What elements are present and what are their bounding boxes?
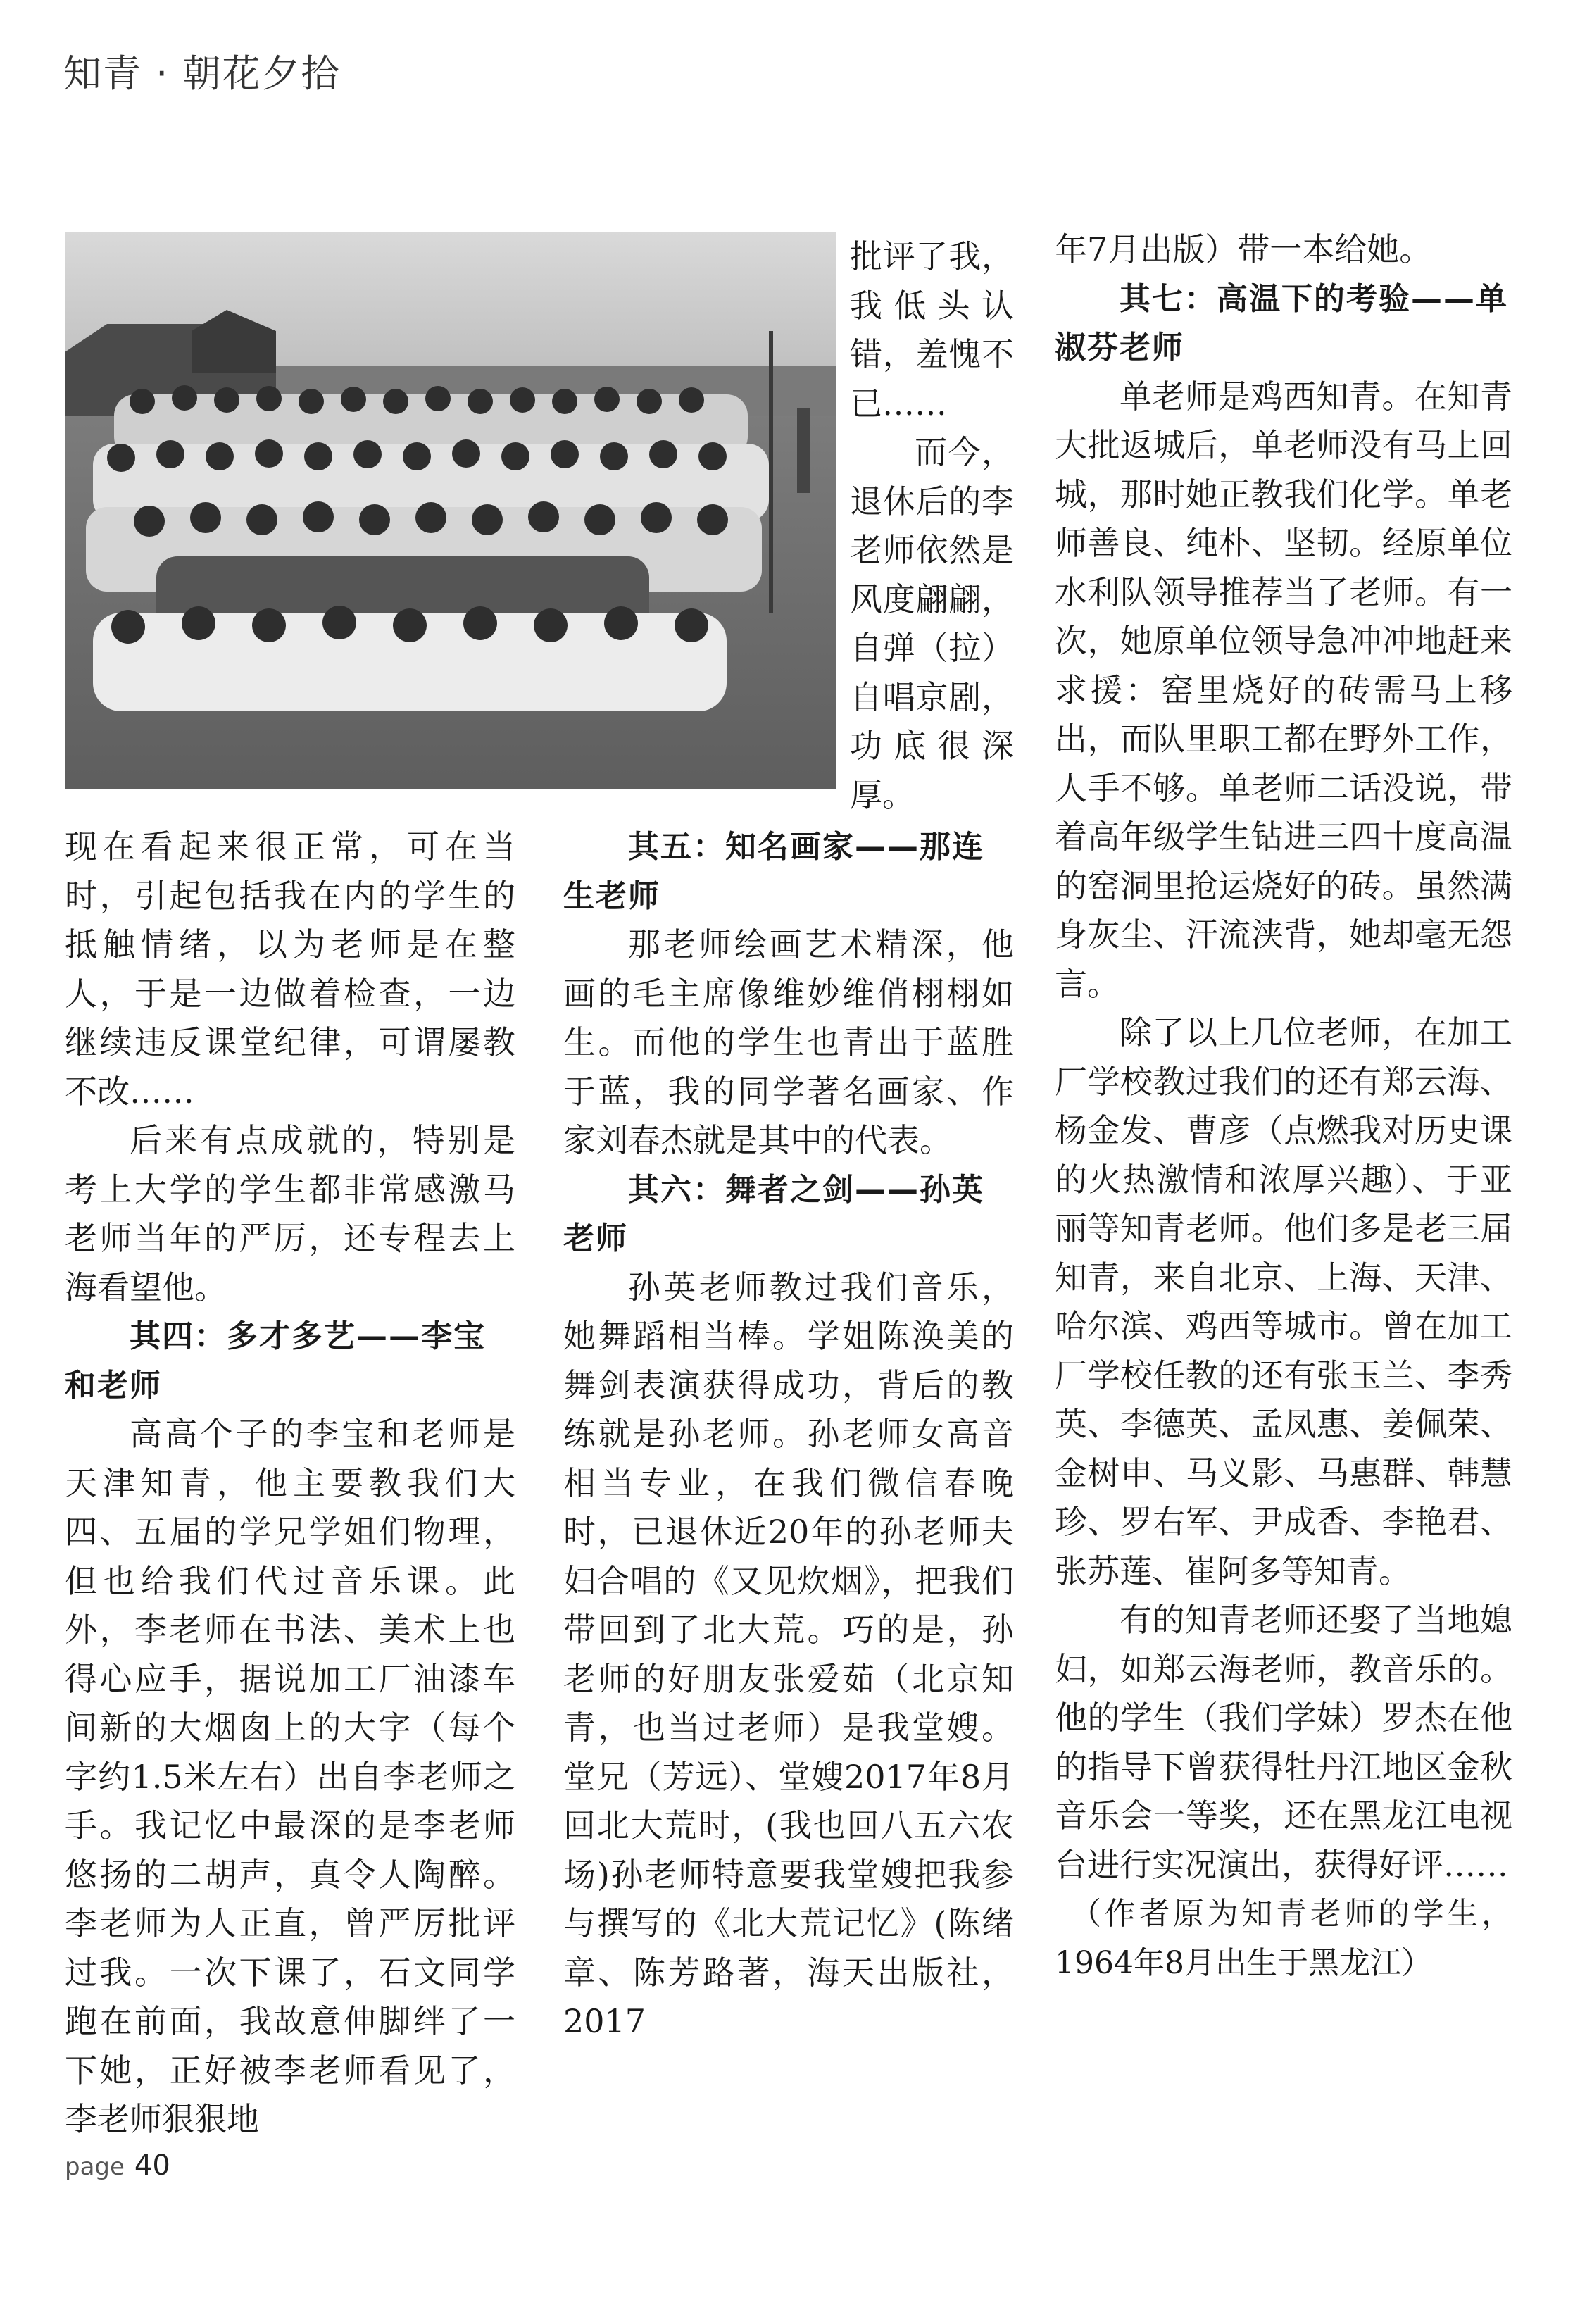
paragraph: 孙英老师教过我们音乐，她舞蹈相当棒。学姐陈涣美的舞剑表演获得成功，背后的教练就是孙老师。孙老师女高音相当专业，在我们微信春晚时，已退休近20年的孙老师夫妇合唱的《又见炊烟》，把我们带回到了北大荒。巧的是，孙老师的好朋友张爱茹（北京知青，也当过老师）是我堂嫂。堂兄（芳远）、堂嫂2017年8月回北大荒时，(我也回八五六农场)孙老师特意要我堂嫂把我参与撰写的《北大荒记忆》(陈绪章、陈芳路著，海天出版社，2017 [563, 1268, 1014, 2040]
section-heading: 其五：知名画家——那连生老师 [563, 829, 984, 914]
section-heading: 其六：舞者之剑——孙英老师 [563, 1171, 984, 1256]
page-footer [65, 2149, 170, 2182]
section-heading: 其七：高温下的考验——单淑芬老师 [1055, 280, 1508, 366]
paragraph: 批评了我，我低头认错，羞愧不已…… [850, 237, 1014, 423]
column-2-top [850, 232, 1014, 820]
paragraph: 除了以上几位老师，在加工厂学校教过我们的还有郑云海、杨金发、曹彦（点燃我对历史课的火热激情和浓厚兴趣）、于亚丽等知青老师。他们多是老三届知青，来自北京、上海、天津、哈尔滨、鸡西等城市。曾在加工厂学校任教的还有张玉兰、李秀英、李德英、孟凤惠、姜佩荣、金树申、马义影、马惠群、韩慧珍、罗右军、尹成香、李艳君、张苏莲、崔阿多等知青。 [1055, 1013, 1512, 1590]
author-note: （作者原为知青老师的学生，1964年8月出生于黑龙江） [1055, 1896, 1512, 1981]
group-photo [65, 232, 836, 789]
running-title: 知青 · 朝花夕拾 [63, 51, 341, 96]
column-2 [563, 823, 1014, 2047]
column-1 [65, 823, 515, 2144]
paragraph: 后来有点成就的，特别是考上大学的学生都非常感激马老师当年的严厉，还专程去上海看望他。 [65, 1121, 515, 1306]
paragraph: 那老师绘画艺术精深，他画的毛主席像维妙维俏栩栩如生。而他的学生也青出于蓝胜于蓝，我的同学著名画家、作家刘春杰就是其中的代表。 [563, 925, 1014, 1159]
group-photo-icon [65, 232, 836, 789]
column-3 [1055, 225, 1512, 1987]
page-number: 40 [134, 2149, 170, 2182]
paragraph: 年7月出版）带一本给她。 [1055, 230, 1432, 268]
paragraph: 单老师是鸡西知青。在知青大批返城后，单老师没有马上回城，那时她正教我们化学。单老师善良、纯朴、坚韧。经原单位水利队领导推荐当了老师。有一次，她原单位领导急冲冲地赶来求援：窑里烧好的砖需马上移出，而队里职工都在野外工作，人手不够。单老师二话没说，带着高年级学生钻进三四十度高温的窑洞里抢运烧好的砖。虽然满身灰尘、汗流浃背，她却毫无怨言。 [1055, 377, 1512, 1003]
section-heading: 其四：多才多艺——李宝和老师 [65, 1318, 486, 1404]
paragraph: 高高个子的李宝和老师是天津知青，他主要教我们大四、五届的学兄学姐们物理，但也给我们代过音乐课。此外，李老师在书法、美术上也得心应手，据说加工厂油漆车间新的大烟囱上的大字（每个字约1.5米左右）出自李老师之手。我记忆中最深的是李老师悠扬的二胡声，真令人陶醉。李老师为人正直，曾严厉批评过我。一次下课了，石文同学跑在前面，我故意伸脚绊了一下她，正好被李老师看见了，李老师狠狠地 [65, 1415, 515, 2138]
paragraph: 有的知青老师还娶了当地媳妇，如郑云海老师，教音乐的。他的学生（我们学妹）罗杰在他的指导下曾获得牡丹江地区金秋音乐会一等奖，还在黑龙江电视台进行实况演出，获得好评…… [1055, 1601, 1512, 1884]
paragraph: 现在看起来很正常，可在当时，引起包括我在内的学生的抵触情绪，以为老师是在整人，于是一边做着检查，一边继续违反课堂纪律，可谓屡教不改…… [65, 827, 515, 1111]
page-label: page [65, 2153, 125, 2181]
paragraph: 而今，退休后的李老师依然是风度翩翩，自弹（拉）自唱京剧，功底很深厚。 [850, 433, 1014, 814]
